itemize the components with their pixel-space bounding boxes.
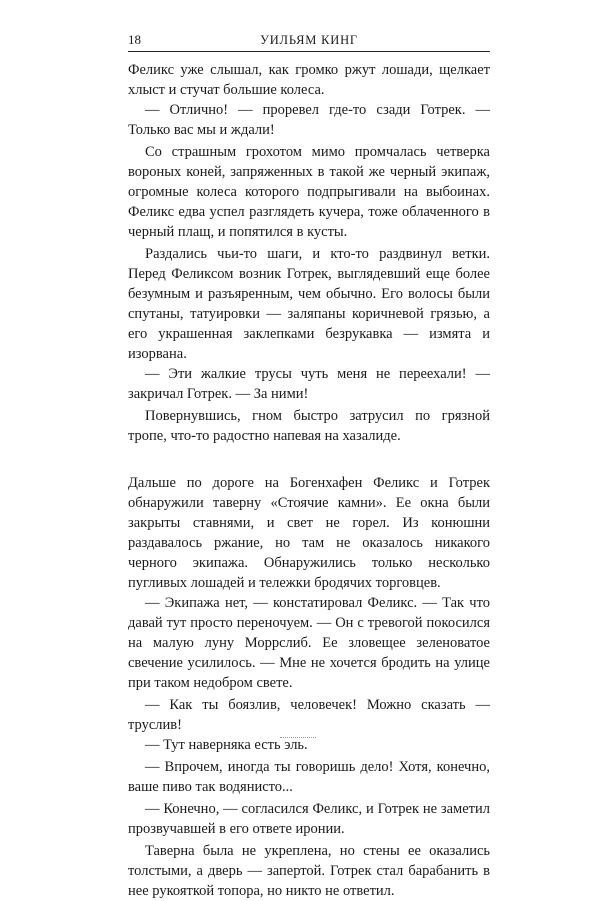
page-header <box>128 33 490 52</box>
section-break <box>128 446 490 473</box>
running-head-author: УИЛЬЯМ КИНГ <box>260 33 358 47</box>
body-text <box>128 60 490 901</box>
paragraph: Со страшным грохотом мимо промчалась четверка вороных коней, запряженных в такой же черный экипаж, огромные колеса которого подпрыгивали на выбоинах. Феликс едва успел разглядеть кучера, тоже облаченного в черный плащ, и попятился в кусты. <box>128 144 490 240</box>
paragraph: Феликс уже слышал, как громко ржут лошади, щелкает хлыст и стучат большие колеса. <box>128 62 490 98</box>
paragraph: — Эти жалкие трусы чуть меня не переехали! — закричал Готрек. — За ними! <box>128 366 490 402</box>
paragraph: Повернувшись, гном быстро затрусил по грязной тропе, что-то радостно напевая на хазалиде. <box>128 408 490 444</box>
paragraph: — Тут наверняка есть эль. <box>145 737 308 753</box>
paragraph: — Как ты боязлив, человечек! Можно сказать — труслив! <box>128 697 490 733</box>
paragraph: — Впрочем, иногда ты говоришь дело! Хотя, конечно, ваше пиво так водянисто... <box>128 759 490 795</box>
page-number: 18 <box>128 32 141 47</box>
page-bottom-mark <box>280 737 316 738</box>
paragraph: Таверна была не укреплена, но стены ее оказались толстыми, а дверь — запертой. Готрек стал барабанить в нее рукояткой топора, но никто не ответил. <box>128 843 490 899</box>
paragraph: — Конечно, — согласился Феликс, и Готрек не заметил прозвучавшей в его ответе иронии. <box>128 801 490 837</box>
paragraph: — Отлично! — проревел где-то сзади Готрек. — Только вас мы и ждали! <box>128 102 490 138</box>
paragraph: Раздались чьи-то шаги, и кто-то раздвинул ветки. Перед Феликсом возник Готрек, выглядевший еще более безумным и разъяренным, чем обычно. Его волосы были спутаны, татуировки — заляпаны коричневой грязью, а его украшенная заклепками безрукавка — измята и изорвана. <box>128 246 490 362</box>
paragraph: — Экипажа нет, — констатировал Феликс. — Так что давай тут просто переночуем. — Он с тревогой покосился на малую луну Моррслиб. Ее зловещее зеленоватое свечение усилилось. — Мне не хочется бродить на улице при таком недобром свете. <box>128 595 490 691</box>
paragraph: Дальше по дороге на Богенхафен Феликс и Готрек обнаружили таверну «Стоячие камни». Ее окна были закрыты ставнями, и свет не горел. Из конюшни раздавалось ржание, но там не оказалось никакого черного экипажа. Обнаружились только несколько пугливых лошадей и тележки бродячих торговцев. <box>128 475 490 591</box>
